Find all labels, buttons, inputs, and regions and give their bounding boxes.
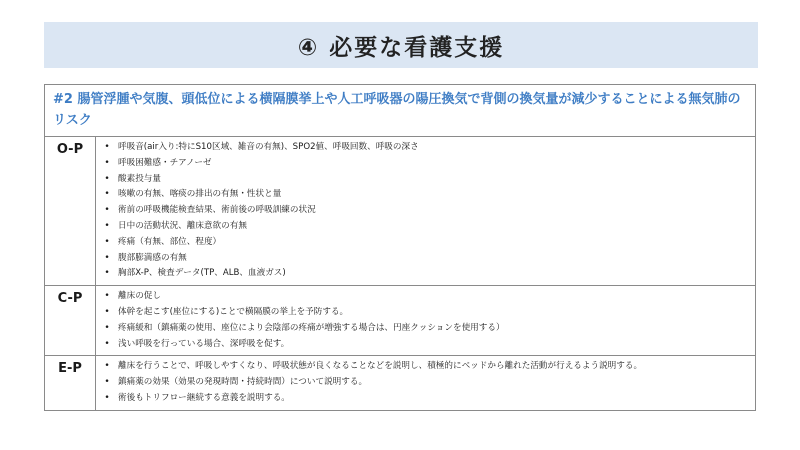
bullet-icon: • — [104, 268, 110, 279]
bullet-icon: • — [104, 291, 110, 302]
bullet-icon: • — [104, 173, 110, 184]
bullet-icon: • — [104, 338, 110, 349]
item-text: 呼吸困難感・チアノーゼ — [118, 157, 212, 168]
item-text: 日中の活動状況、離床意欲の有無 — [118, 220, 247, 231]
list-item — [96, 172, 755, 188]
list-item — [96, 235, 755, 251]
bullet-icon: • — [104, 306, 110, 317]
item-text: 離床を行うことで、呼吸しやすくなり、呼吸状態が良くなることなどを説明し、積極的にベッドから離れた活動が行えるよう説明する。 — [118, 361, 643, 372]
item-text: 咳嗽の有無、喀痰の排出の有無・性状と量 — [118, 189, 282, 200]
list-item — [96, 219, 755, 235]
list-item — [96, 321, 755, 337]
bullet-icon: • — [104, 392, 110, 403]
bullet-icon: • — [104, 220, 110, 231]
list-item — [96, 359, 755, 375]
item-text: 疼痛（有無、部位、程度） — [118, 236, 222, 247]
list-item — [96, 187, 755, 203]
page-title: ④ 必要な看護支援 — [297, 34, 505, 61]
list-item — [96, 203, 755, 219]
item-text: 腹部膨満感の有無 — [118, 252, 187, 263]
bullet-icon: • — [104, 205, 110, 216]
item-text: 離床の促し — [118, 291, 161, 302]
item-text: 酸素投与量 — [118, 173, 161, 184]
section-items — [96, 137, 755, 285]
bullet-icon: • — [104, 252, 110, 263]
item-text: 鎮痛薬の効果（効果の発現時間・持続時間）について説明する。 — [118, 377, 368, 388]
list-item — [96, 251, 755, 267]
section-cp — [45, 286, 755, 356]
bullet-icon: • — [104, 322, 110, 333]
list-item — [96, 140, 755, 156]
section-items — [96, 356, 755, 409]
list-item — [96, 375, 755, 391]
nursing-problem: #2 腸管浮腫や気腹、頭低位による横隔膜挙上や人工呼吸器の陽圧換気で背側の換気量が減少することによる無気肺のリスク — [45, 85, 755, 137]
section-label: E-P — [45, 356, 96, 409]
list-item — [96, 156, 755, 172]
bullet-icon: • — [104, 361, 110, 372]
section-label: C-P — [45, 286, 96, 355]
section-label: O-P — [45, 137, 96, 285]
list-item — [96, 289, 755, 305]
list-item — [96, 305, 755, 321]
bullet-icon: • — [104, 142, 110, 152]
section-ep — [45, 356, 755, 409]
bullet-icon: • — [104, 157, 110, 168]
bullet-icon: • — [104, 377, 110, 388]
item-text: 疼痛緩和（鎮痛薬の使用、座位により会陰部の疼痛が増強する場合は、円座クッションを使用する） — [118, 322, 505, 333]
list-item — [96, 337, 755, 353]
section-items — [96, 286, 755, 355]
bullet-icon: • — [104, 236, 110, 247]
list-item — [96, 266, 755, 282]
item-text: 術前の呼吸機能検査結果、術前後の呼吸訓練の状況 — [118, 205, 316, 216]
item-text: 浅い呼吸を行っている場合、深呼吸を促す。 — [118, 338, 290, 349]
section-op — [45, 137, 755, 286]
care-plan-table — [44, 84, 756, 411]
item-text: 術後もトリフロー継続する意義を説明する。 — [118, 392, 290, 403]
item-text: 体幹を起こす(座位にする)ことで横隔膜の挙上を予防する。 — [118, 306, 349, 317]
item-text: 胸部X-P、検査データ(TP、ALB、血液ガス) — [118, 268, 286, 279]
bullet-icon: • — [104, 189, 110, 200]
title-banner — [44, 22, 758, 68]
list-item — [96, 391, 755, 407]
item-text: 呼吸音(air入り:特にS10区域、雑音の有無)、SPO2値、呼吸回数、呼吸の深さ — [118, 142, 419, 152]
